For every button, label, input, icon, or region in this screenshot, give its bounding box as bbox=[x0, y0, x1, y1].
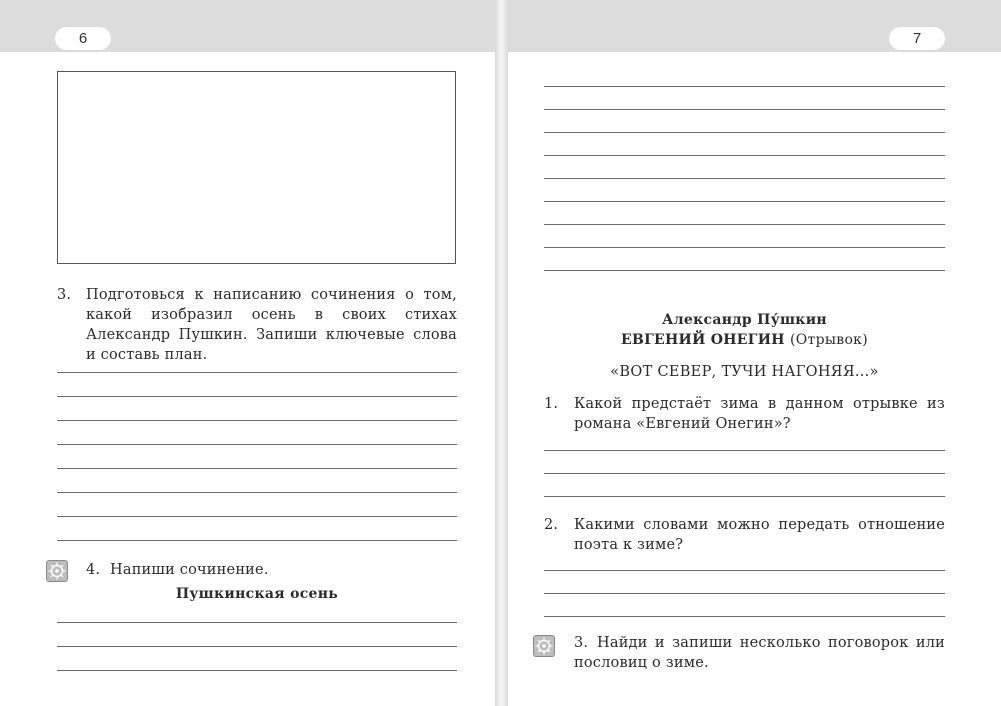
answer-line[interactable] bbox=[57, 540, 457, 541]
work-title: ЕВГЕНИЙ ОНЕГИН bbox=[620, 332, 785, 348]
answer-line[interactable] bbox=[57, 516, 457, 517]
page-number: 7 bbox=[889, 27, 945, 50]
task-number: 1. bbox=[544, 396, 559, 412]
right-page bbox=[508, 0, 1001, 706]
task-number: 3. bbox=[57, 287, 72, 303]
answer-line[interactable] bbox=[57, 670, 457, 671]
author-name: Александр Пу́шкин bbox=[662, 312, 827, 328]
task-2 bbox=[544, 515, 945, 555]
drawing-frame[interactable] bbox=[57, 71, 456, 264]
answer-line[interactable] bbox=[544, 178, 945, 179]
task-number: 3. bbox=[574, 635, 589, 651]
task-text: Какой предстаёт зима в данном отрывке из романа «Евгений Онегин»? bbox=[574, 396, 945, 432]
task-text: Подготовься к написанию сочинения о том, какой изобразил осень в своих стихах Александр Пушкин. Запиши ключевые слова и составь план. bbox=[86, 287, 457, 363]
answer-line[interactable] bbox=[57, 444, 457, 445]
task-3 bbox=[57, 285, 457, 365]
task-1 bbox=[544, 394, 945, 434]
answer-line[interactable] bbox=[544, 570, 945, 571]
work-note: (Отрывок) bbox=[789, 332, 868, 348]
answer-line[interactable] bbox=[544, 496, 945, 497]
answer-line[interactable] bbox=[57, 372, 457, 373]
page-number: 6 bbox=[55, 27, 111, 50]
task-3-right bbox=[574, 633, 945, 673]
answer-line[interactable] bbox=[57, 396, 457, 397]
answer-line[interactable] bbox=[544, 86, 945, 87]
excerpt-title: «ВОТ СЕВЕР, ТУЧИ НАГОНЯЯ...» bbox=[610, 364, 879, 380]
task-number: 2. bbox=[544, 517, 559, 533]
work-heading bbox=[544, 332, 945, 348]
answer-line[interactable] bbox=[544, 473, 945, 474]
answer-line[interactable] bbox=[544, 109, 945, 110]
answer-line[interactable] bbox=[544, 616, 945, 617]
answer-line[interactable] bbox=[57, 622, 457, 623]
left-page bbox=[0, 0, 495, 706]
answer-line[interactable] bbox=[544, 247, 945, 248]
group-work-icon bbox=[46, 560, 68, 582]
task-text: Найди и запиши несколько поговорок или пословиц о зиме. bbox=[574, 635, 945, 671]
answer-line[interactable] bbox=[544, 450, 945, 451]
task-number: 4. bbox=[86, 562, 101, 578]
task-text: Какими словами можно передать отношение поэта к зиме? bbox=[574, 517, 945, 553]
answer-line[interactable] bbox=[544, 201, 945, 202]
answer-line[interactable] bbox=[57, 646, 457, 647]
group-work-icon bbox=[533, 635, 555, 657]
book-gutter bbox=[495, 0, 508, 706]
answer-line[interactable] bbox=[544, 270, 945, 271]
answer-line[interactable] bbox=[57, 468, 457, 469]
answer-line[interactable] bbox=[57, 492, 457, 493]
task-text: Напиши сочинение. bbox=[110, 562, 269, 578]
answer-line[interactable] bbox=[544, 593, 945, 594]
essay-title: Пушкинская осень bbox=[175, 586, 339, 602]
answer-line[interactable] bbox=[544, 224, 945, 225]
task-4 bbox=[86, 560, 456, 580]
answer-line[interactable] bbox=[57, 420, 457, 421]
answer-line[interactable] bbox=[544, 155, 945, 156]
answer-line[interactable] bbox=[544, 132, 945, 133]
